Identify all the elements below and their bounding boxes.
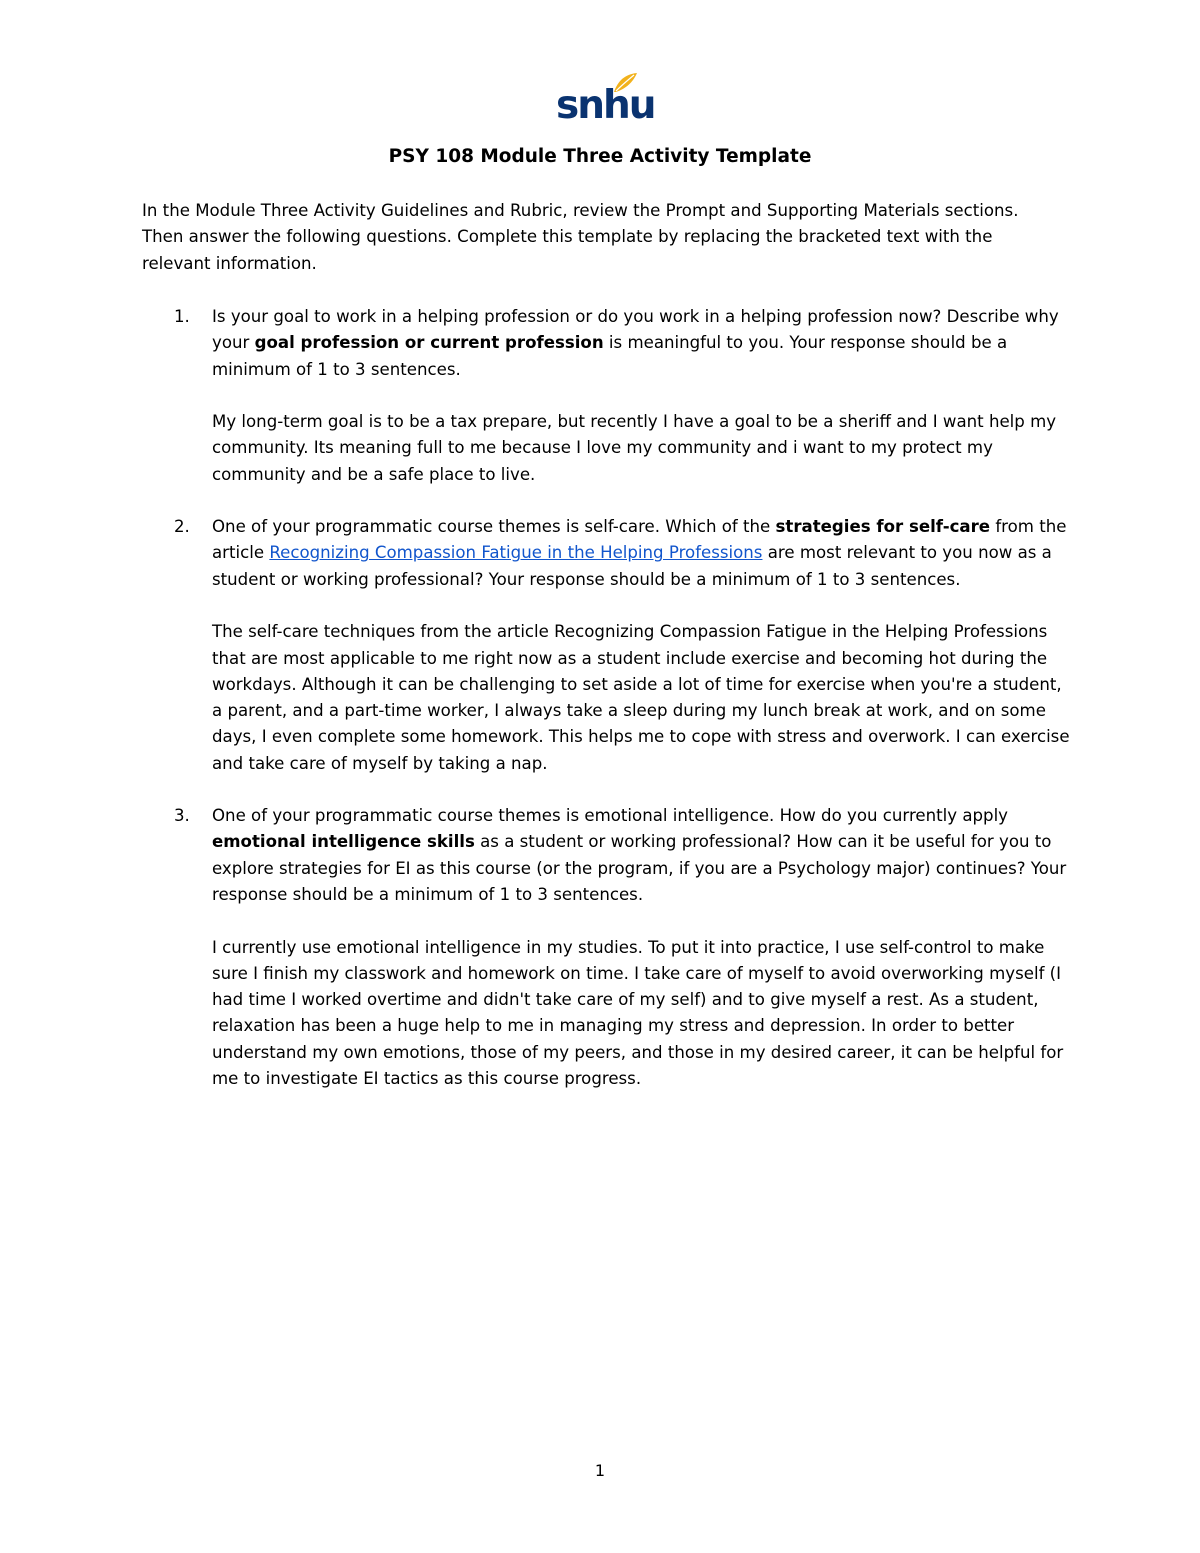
question-item-3 [142,803,1072,1092]
intro-paragraph: In the Module Three Activity Guidelines and Rubric, review the Prompt and Supporting Materials sections. Then answer the following questions. Complete this template by replacing the bracketed text with the relevant information. [142,201,1019,273]
question-list [142,304,1072,1118]
question-answer: My long-term goal is to be a tax prepare, but recently I have a goal to be a sheriff and I want help my community. Its meaning full to me because I love my community and i want to my protect my community and be a safe place to live. [212,412,1057,484]
question-number: 3. [174,806,190,826]
article-link[interactable]: Recognizing Compassion Fatigue in the Helping Professions [269,543,763,563]
question-number: 1. [174,307,190,326]
page-number: 1 [594,1461,606,1480]
logo-text: snhu [556,83,655,128]
question-number: 2. [174,517,190,537]
snhu-logo [556,72,655,132]
question-item-2 [142,514,1072,777]
question-answer: I currently use emotional intelligence in my studies. To put it into practice, I use self-control to make sure I finish my classwork and homework on time. I take care of myself to avoid overworking myself (I had time I worked overtime and didn't take care of my self) and to give myself a rest. As a student, relaxation has been a huge help to me in managing my stress and depression. In order to better understand my own emotions, those of my peers, and those in my desired career, it can be helpful for me to investigate EI tactics as this course progress. [212,937,1064,1089]
prompt-text: from the article [212,517,1067,563]
prompt-text: One of your programmatic course themes is self-care. Which of the [212,517,776,537]
prompt-text: One of your programmatic course themes is emotional intelligence. How do you currently apply [212,806,1009,826]
prompt-bold-text: goal profession or current profession [254,333,604,353]
prompt-bold-text: strategies for self-care [775,517,991,537]
prompt-text: Is your goal to work in a helping profession or do you work in a helping profession now? Describe why your [212,307,1059,353]
question-answer: The self-care techniques from the article Recognizing Compassion Fatigue in the Helping Professions that are most applicable to me right now as a student include exercise and becoming hot during the workdays. Although it can be challenging to set aside a lot of time for exercise when you're a student, a parent, and a part-time worker, I always take a sleep during my lunch break at work, and on some days, I even complete some homework. This helps me to cope with stress and overwork. I can exercise and take care of myself by taking a nap. [212,622,1070,773]
prompt-text: are most relevant to you now as a student or working professional? Your response should be a minimum of 1 to 3 sentences. [212,543,1052,589]
prompt-text: as a student or working professional? How can it be useful for you to explore strategies for EI as this course (or the program, if you are a Psychology major) continues? Your response should be a minimum of 1 to 3 sentences. [212,832,1067,904]
question-prompt [212,803,1072,908]
question-prompt [212,514,1072,593]
document-title: PSY 108 Module Three Activity Template [388,146,812,167]
prompt-bold-text: emotional intelligence skills [212,832,475,852]
question-item-1 [142,304,1072,488]
prompt-text: is meaningful to you. Your response should be a minimum of 1 to 3 sentences. [212,333,1008,379]
question-prompt [212,304,1072,383]
